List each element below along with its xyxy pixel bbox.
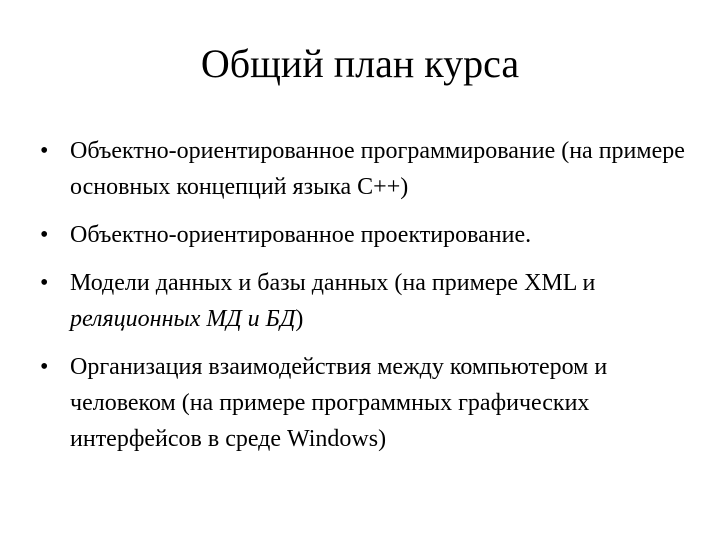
bullet-list <box>40 133 690 469</box>
bullet-item-hci <box>40 349 690 457</box>
bullet-icon: • <box>40 222 49 248</box>
bullet-icon: • <box>40 270 49 296</box>
bullet-text-before: Модели данных и базы данных (на примере XML и <box>70 270 596 296</box>
bullet-text: Объектно-ориентированное программирование (на примере основных концепций языка С++) <box>70 138 685 200</box>
bullet-item-data-models <box>40 265 690 337</box>
bullet-text: Объектно-ориентированное проектирование. <box>70 222 532 248</box>
bullet-text: Организация взаимодействия между компьютером и человеком (на примере программных графических интерфейсов в среде Windows) <box>70 354 608 452</box>
slide-title: Общий план курса <box>200 41 520 86</box>
bullet-icon: • <box>40 354 49 380</box>
bullet-text-italic: реляционных МД и БД <box>70 306 296 332</box>
bullet-icon: • <box>40 138 49 164</box>
bullet-item-ood <box>40 217 690 253</box>
bullet-text-after: ) <box>295 306 304 332</box>
bullet-item-oop <box>40 133 690 205</box>
